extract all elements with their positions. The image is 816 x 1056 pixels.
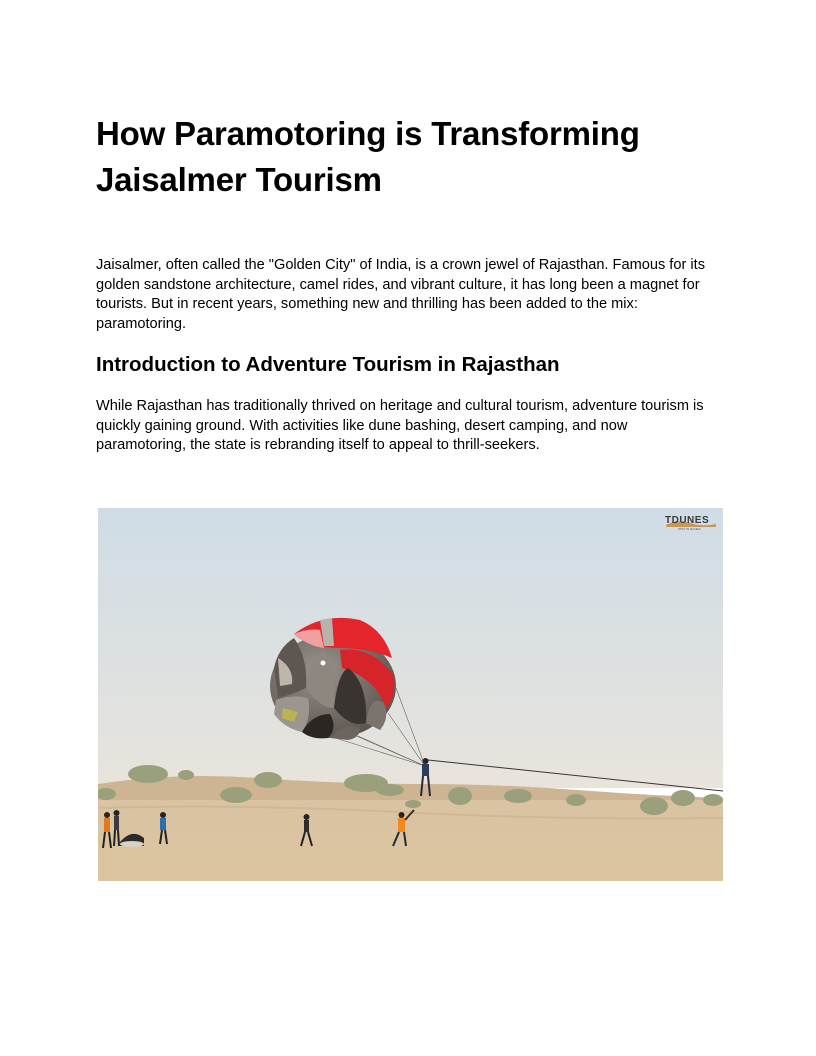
intro-paragraph: Jaisalmer, often called the "Golden City" of India, is a crown jewel of Rajasthan. Famous for its golden sandstone architecture, camel rides, and vibrant culture, it has long been a magnet for tourists. But in recent years, something new and thrilling has been added to the mix: paramotoring. xyxy=(96,257,705,332)
tdunes-logo xyxy=(664,513,718,531)
photo-illustration xyxy=(98,508,723,881)
watermark-text: TDUNES xyxy=(665,515,710,526)
sky xyxy=(98,508,723,788)
watermark-tagline: STAY IN DUNES xyxy=(678,527,701,531)
article-title: How Paramotoring is Transforming Jaisalmer Tourism xyxy=(96,115,640,198)
paramotoring-photo xyxy=(98,508,723,881)
section-paragraph: While Rajasthan has traditionally thrived on heritage and cultural tourism, adventure tourism is quickly gaining ground. With activities like dune bashing, desert camping, and now paramotoring, the state is rebranding itself to appeal to thrill-seekers. xyxy=(96,398,704,454)
section-heading: Introduction to Adventure Tourism in Rajasthan xyxy=(96,353,560,376)
